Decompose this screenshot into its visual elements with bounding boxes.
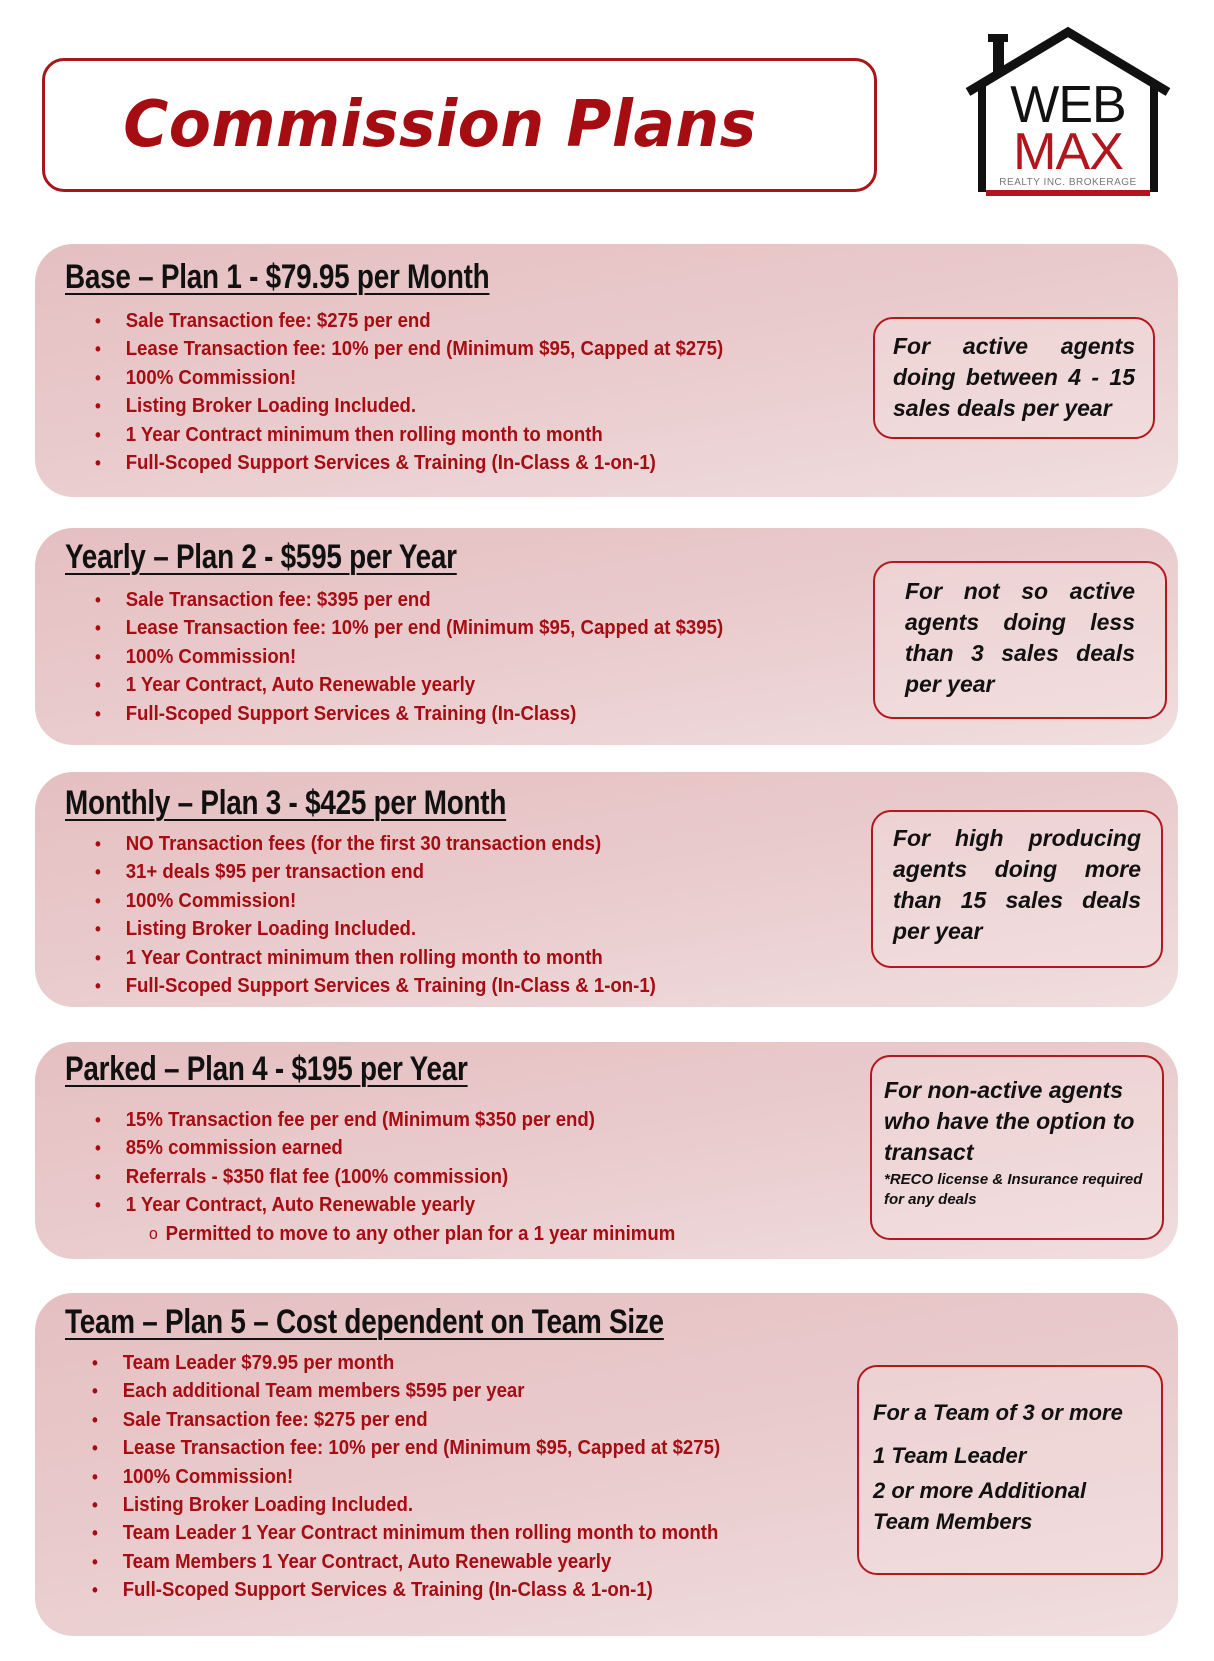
- page-title: Commission Plans: [122, 88, 757, 162]
- plan-features: [92, 1349, 767, 1605]
- feature-item: • 31+ deals $95 per transaction end: [95, 858, 656, 886]
- bullet-icon: •: [95, 1195, 101, 1216]
- bullet-icon: •: [95, 947, 101, 968]
- bullet-icon: •: [95, 703, 101, 724]
- bullet-icon: •: [92, 1523, 98, 1544]
- bullet-icon: •: [92, 1551, 98, 1572]
- plan-card-yearly: [35, 528, 1178, 745]
- feature-item: • 85% commission earned: [95, 1134, 675, 1162]
- feature-item: • Listing Broker Loading Included.: [95, 392, 723, 420]
- bullet-icon: •: [92, 1495, 98, 1516]
- bullet-icon: •: [92, 1466, 98, 1487]
- bullet-icon: •: [95, 919, 101, 940]
- feature-item: • 1 Year Contract, Auto Renewable yearly: [95, 671, 723, 699]
- bullet-icon: •: [92, 1409, 98, 1430]
- plan-note: For high producing agents doing more than 15 sales deals per year: [871, 810, 1163, 968]
- feature-item: • Each additional Team members $595 per year: [92, 1377, 720, 1405]
- feature-item: • Full-Scoped Support Services & Training (In-Class): [95, 700, 723, 728]
- logo-line1: WEB: [1010, 76, 1126, 134]
- bullet-icon: •: [95, 1138, 101, 1159]
- bullet-icon: •: [95, 862, 101, 883]
- feature-item: • Lease Transaction fee: 10% per end (Minimum $95, Capped at $395): [95, 614, 723, 642]
- feature-item: • Sale Transaction fee: $275 per end: [92, 1406, 720, 1434]
- feature-item: • Full-Scoped Support Services & Training (In-Class & 1-on-1): [95, 449, 723, 477]
- logo-line2: MAX: [1013, 123, 1123, 181]
- plan-features: [95, 1106, 719, 1248]
- sub-feature-item: o Permitted to move to any other plan for a 1 year minimum: [95, 1220, 675, 1248]
- plan-title: Parked – Plan 4 - $195 per Year: [65, 1050, 468, 1088]
- plan-title: Yearly – Plan 2 - $595 per Year: [65, 538, 457, 576]
- bullet-icon: •: [95, 424, 101, 445]
- plan-features: [95, 586, 770, 728]
- feature-item: • 100% Commission!: [95, 364, 723, 392]
- note-fine-print: *RECO license & Insurance required for any deals: [884, 1171, 1143, 1208]
- page-title-box: [42, 58, 877, 192]
- bullet-icon: •: [95, 890, 101, 911]
- sub-bullet-icon: o: [148, 1223, 158, 1243]
- bullet-icon: •: [95, 976, 101, 997]
- house-icon: [960, 24, 1175, 204]
- plan-features: [95, 307, 770, 477]
- logo-tagline: REALTY INC. BROKERAGE: [999, 177, 1137, 188]
- feature-item: • 100% Commission!: [95, 887, 656, 915]
- bullet-icon: •: [95, 339, 101, 360]
- plan-note: For non-active agents who have the option to transact *RECO license & Insurance required for any deals: [870, 1055, 1164, 1240]
- webmax-logo: [960, 24, 1175, 204]
- feature-item: • Full-Scoped Support Services & Training (In-Class & 1-on-1): [92, 1576, 720, 1604]
- bullet-icon: •: [95, 675, 101, 696]
- plan-title: Team – Plan 5 – Cost dependent on Team Size: [65, 1303, 664, 1341]
- bullet-icon: •: [95, 1166, 101, 1187]
- feature-item: • Lease Transaction fee: 10% per end (Minimum $95, Capped at $275): [95, 335, 723, 363]
- plan-card-team: [35, 1293, 1178, 1636]
- bullet-icon: •: [92, 1381, 98, 1402]
- bullet-icon: •: [95, 453, 101, 474]
- feature-item: • NO Transaction fees (for the first 30 transaction ends): [95, 830, 656, 858]
- plan-card-parked: [35, 1042, 1178, 1259]
- feature-item: • Team Members 1 Year Contract, Auto Renewable yearly: [92, 1548, 720, 1576]
- bullet-icon: •: [95, 646, 101, 667]
- feature-item: • Sale Transaction fee: $395 per end: [95, 586, 723, 614]
- bullet-icon: •: [92, 1438, 98, 1459]
- plan-card-monthly: [35, 772, 1178, 1007]
- feature-item: • 15% Transaction fee per end (Minimum $350 per end): [95, 1106, 675, 1134]
- plan-title: Base – Plan 1 - $79.95 per Month: [65, 258, 490, 296]
- plan-note: For a Team of 3 or more 1 Team Leader 2 or more Additional Team Members: [857, 1365, 1163, 1575]
- feature-item: • Team Leader $79.95 per month: [92, 1349, 720, 1377]
- plan-card-base: [35, 244, 1178, 497]
- bullet-icon: •: [92, 1580, 98, 1601]
- feature-item: • Lease Transaction fee: 10% per end (Minimum $95, Capped at $275): [92, 1434, 720, 1462]
- plan-title: Monthly – Plan 3 - $425 per Month: [65, 784, 507, 822]
- bullet-icon: •: [95, 396, 101, 417]
- bullet-icon: •: [95, 311, 101, 331]
- feature-item: • Listing Broker Loading Included.: [95, 915, 656, 943]
- bullet-icon: •: [92, 1353, 98, 1373]
- plan-note: For active agents doing between 4 - 15 sales deals per year: [873, 317, 1155, 439]
- feature-item: • 1 Year Contract minimum then rolling month to month: [95, 944, 656, 972]
- feature-item: • Referrals - $350 flat fee (100% commission): [95, 1163, 675, 1191]
- feature-item: • 100% Commission!: [92, 1463, 720, 1491]
- feature-item: • Listing Broker Loading Included.: [92, 1491, 720, 1519]
- feature-item: • 1 Year Contract minimum then rolling month to month: [95, 421, 723, 449]
- bullet-icon: •: [95, 618, 101, 639]
- feature-item: • Sale Transaction fee: $275 per end: [95, 307, 723, 335]
- feature-item: • 100% Commission!: [95, 643, 723, 671]
- bullet-icon: •: [95, 367, 101, 388]
- plan-features: [95, 830, 698, 1000]
- feature-item: • 1 Year Contract, Auto Renewable yearly: [95, 1191, 675, 1219]
- feature-item: • Full-Scoped Support Services & Training (In-Class & 1-on-1): [95, 972, 656, 1000]
- bullet-icon: •: [95, 590, 101, 610]
- feature-item: • Team Leader 1 Year Contract minimum then rolling month to month: [92, 1519, 720, 1547]
- plan-note: For not so active agents doing less than 3 sales deals per year: [873, 561, 1167, 719]
- bullet-icon: •: [95, 834, 101, 854]
- bullet-icon: •: [95, 1110, 101, 1130]
